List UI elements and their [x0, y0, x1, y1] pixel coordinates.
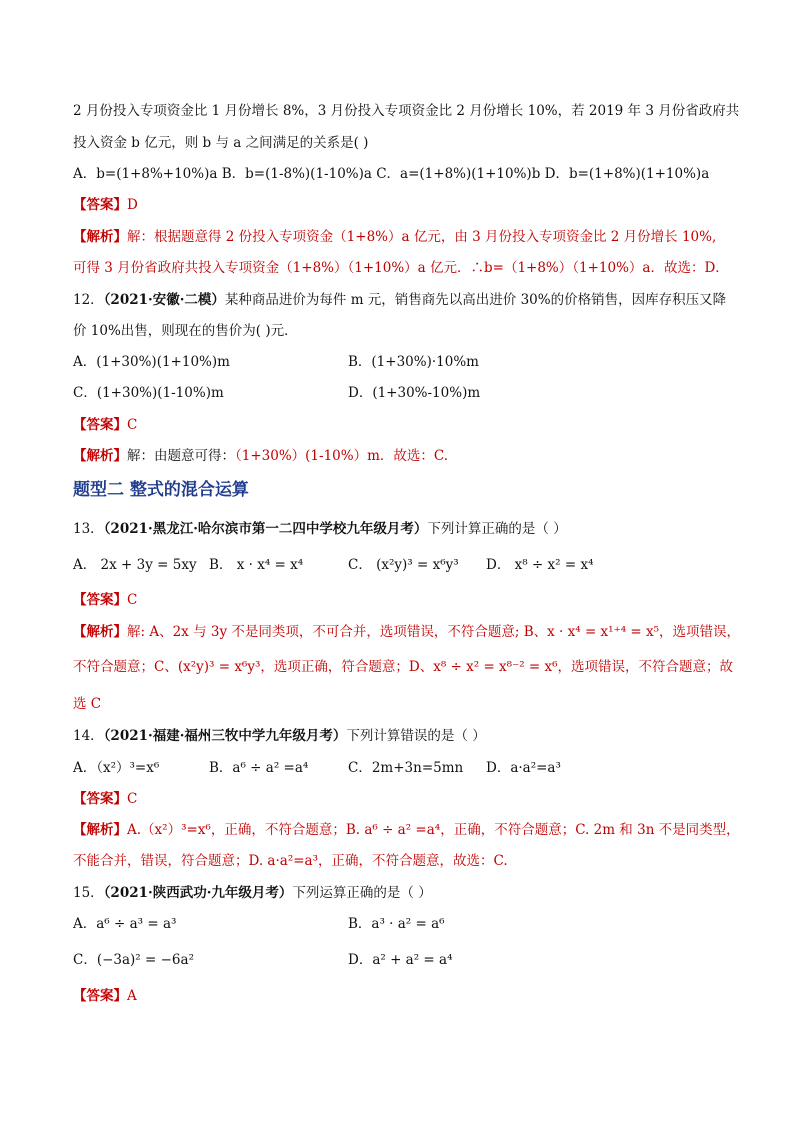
analysis-text: 解：根据题意得 2 份投入专项资金（1+8%）a 亿元，由 3 月份投入专项资金比 2 月份增长 10%,: [127, 229, 717, 245]
question-source: （2021·福建·福州三牧中学九年级月考）: [103, 728, 347, 744]
q15-option-b: B．a³ · a² = a⁶: [348, 916, 445, 932]
q11-text-line1: 2 月份投入专项资金比 1 月份增长 8%，3 月份投入专项资金比 2 月份增长 10%，若 2019 年 3 月份省政府共: [73, 103, 740, 119]
question-text: 某种商品进价为每件 m 元，销售商先以高出进价 30%的价格销售，因库存积压又降: [224, 292, 727, 308]
q13-option-b: B． x · x⁴ = x⁴: [209, 557, 304, 573]
q13-stem: [73, 519, 567, 539]
question-text: 下列运算正确的是（ ）: [292, 885, 432, 901]
q11-text-line2: 投入资金 b 亿元，则 b 与 a 之间满足的关系是( ): [73, 135, 369, 151]
section-heading: 题型二 整式的混合运算: [73, 480, 249, 500]
question-number: 12．: [73, 292, 104, 308]
q14-option-c: C．2m+3n=5mn: [348, 760, 464, 776]
q11-analysis-line2: 可得 3 月份省政府共投入专项资金（1+8%）（1+10%）a 亿元．∴b=（1+8%）（1+10%）a．故选：D．: [73, 260, 729, 276]
answer-tag: 【答案】: [73, 592, 127, 608]
answer-value: C: [127, 791, 138, 807]
analysis-prefix: 解：由题意可得：: [127, 448, 235, 464]
analysis-text: （1+30%）(1-10%）m．故选：C.: [235, 448, 449, 464]
answer-tag: 【答案】: [73, 791, 127, 807]
q12-analysis: [73, 446, 448, 466]
q12-stem-line2: 价 10%出售，则现在的售价为( )元．: [73, 323, 298, 339]
q11-answer: [73, 195, 138, 215]
analysis-tag: 【解析】: [73, 624, 127, 640]
q12-option-b: B．(1+30%)·10%m: [348, 354, 479, 370]
q15-answer: [73, 986, 137, 1006]
q14-stem: [73, 726, 486, 746]
q15-option-c: C．(−3a)² = −6a²: [73, 952, 194, 968]
q12-option-a: A．(1+30%)(1+10%)m: [73, 354, 230, 370]
q12-stem-line1: [73, 290, 726, 310]
answer-value: A: [127, 988, 137, 1004]
q13-option-a: A． 2x + 3y = 5xy: [73, 557, 197, 573]
q13-option-c: C． (x²y)³ = x⁶y³: [348, 557, 459, 573]
analysis-tag: 【解析】: [73, 448, 127, 464]
q13-option-d: D． x⁸ ÷ x² = x⁴: [486, 557, 594, 573]
q14-option-b: B．a⁶ ÷ a² =a⁴: [209, 760, 309, 776]
q13-analysis-line1: [73, 622, 740, 642]
analysis-tag: 【解析】: [73, 229, 127, 245]
q15-option-a: A．a⁶ ÷ a³ = a³: [73, 916, 177, 932]
question-source: （2021·黑龙江·哈尔滨市第一二四中学校九年级月考）: [103, 521, 428, 537]
analysis-text: A.（x²）³=x⁶，正确，不符合题意；B. a⁶ ÷ a² =a⁴，正确，不符合题意；C. 2m 和 3n 不是同类型，: [127, 822, 740, 838]
q14-analysis-line2: 不能合并，错误，符合题意；D. a·a²=a³，正确，不符合题意，故选：C.: [73, 853, 508, 869]
answer-tag: 【答案】: [73, 197, 127, 213]
q12-option-c: C．(1+30%)(1-10%)m: [73, 385, 224, 401]
question-number: 15．: [73, 885, 104, 901]
question-number: 14．: [73, 728, 104, 744]
answer-value: D: [127, 197, 138, 213]
question-source: （2021·陕西武功·九年级月考）: [103, 885, 293, 901]
answer-value: C: [127, 592, 138, 608]
q12-option-d: D．(1+30%-10%)m: [348, 385, 481, 401]
q13-analysis-line3: 选 C: [73, 696, 102, 712]
q14-option-a: A．（x²）³=x⁶: [73, 760, 160, 776]
q13-answer: [73, 590, 137, 610]
question-source: （2021·安徽·二模）: [103, 292, 225, 308]
answer-tag: 【答案】: [73, 417, 127, 433]
question-number: 13．: [73, 521, 104, 537]
q15-stem: [73, 883, 432, 903]
answer-value: C: [127, 417, 138, 433]
question-text: 下列计算正确的是（ ）: [427, 521, 567, 537]
q14-option-d: D．a·a²=a³: [486, 760, 561, 776]
q14-answer: [73, 789, 137, 809]
q13-analysis-line2: 不符合题意；C、(x²y)³ = x⁶y³，选项正确，符合题意；D、x⁸ ÷ x² = x⁸⁻² = x⁶，选项错误，不符合题意；故: [73, 659, 734, 675]
q12-answer: [73, 415, 137, 435]
analysis-tag: 【解析】: [73, 822, 127, 838]
q15-option-d: D．a² + a² = a⁴: [348, 952, 453, 968]
q11-analysis-line1: [73, 227, 716, 247]
q14-analysis-line1: [73, 820, 740, 840]
analysis-text: 解: A、2x 与 3y 不是同类项，不可合并，选项错误，不符合题意; B、x · x⁴ = x¹⁺⁴ = x⁵，选项错误，: [127, 624, 741, 640]
answer-tag: 【答案】: [73, 988, 127, 1004]
question-text: 下列计算错误的是（ ）: [346, 728, 486, 744]
q11-options: A．b=(1+8%+10%)a B．b=(1-8%)(1-10%)a C．a=(1+8%)(1+10%)b D．b=(1+8%)(1+10%)a: [73, 166, 710, 182]
